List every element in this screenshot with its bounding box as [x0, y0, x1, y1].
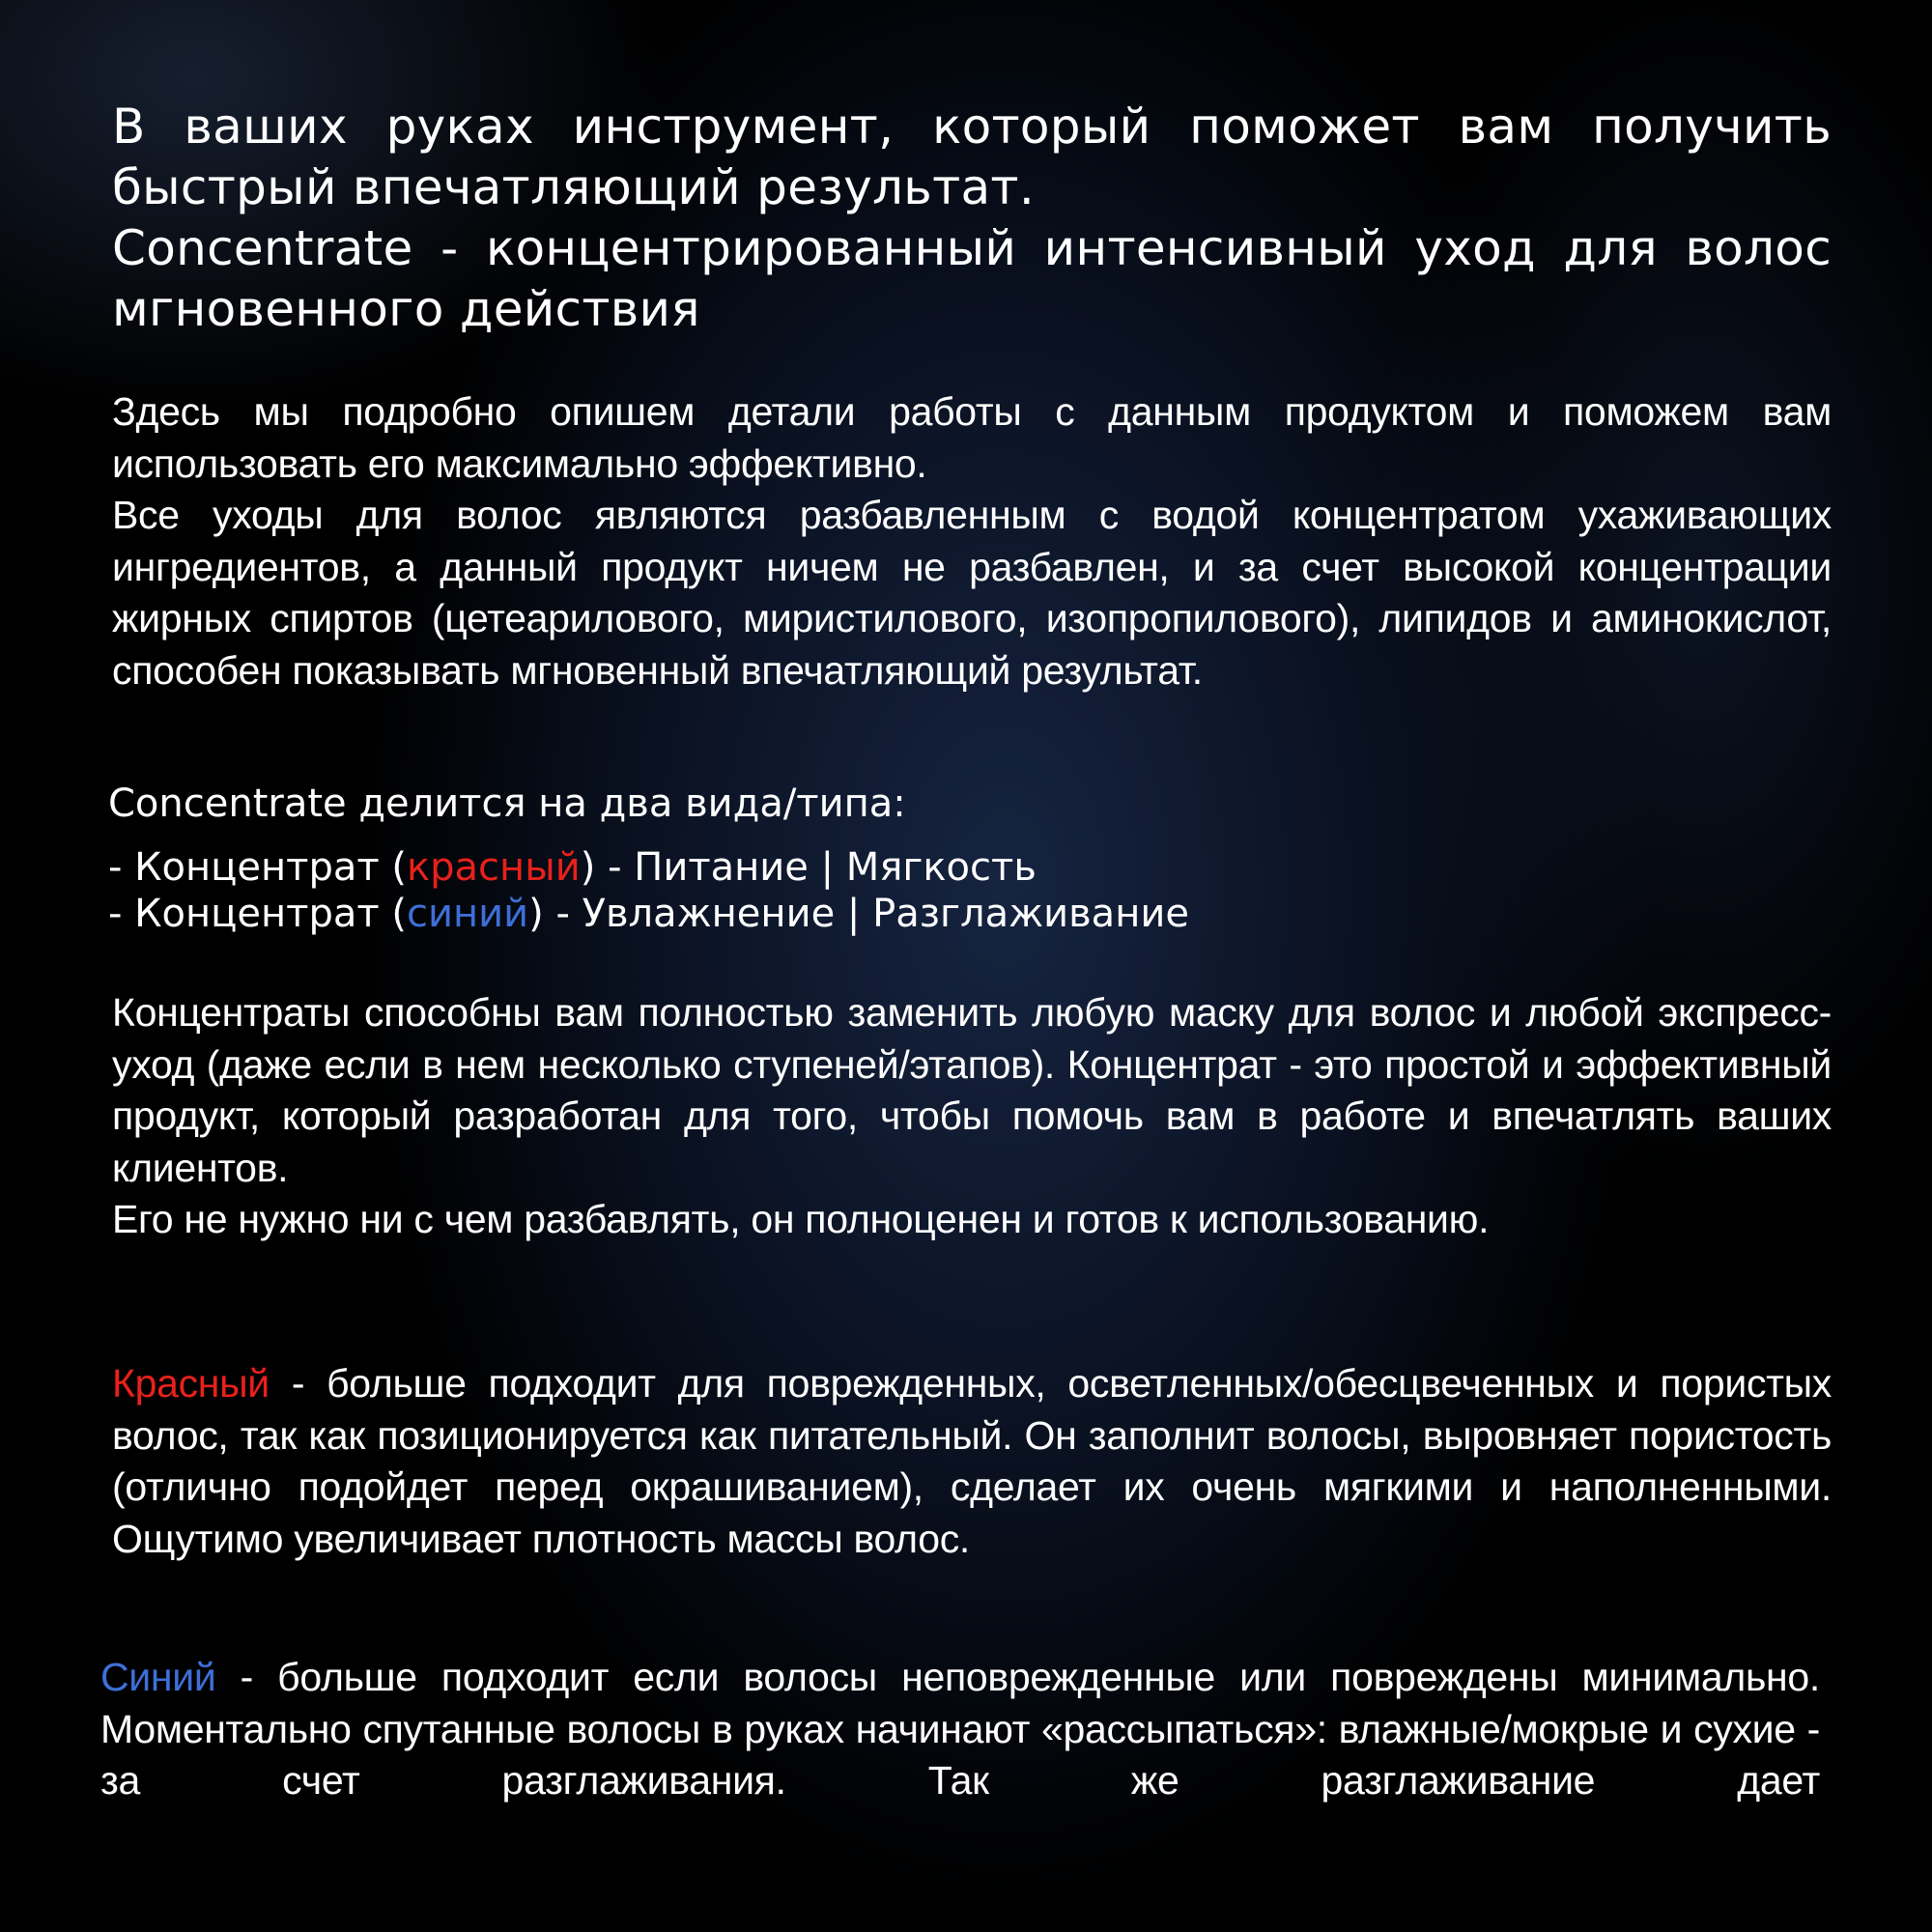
type-item-red: [108, 844, 1461, 891]
types-list: [108, 844, 1461, 937]
intro-line-1: В ваших руках инструмент, который поможет вам получить быстрый впечатляющий результат.: [112, 99, 1832, 215]
blue-description-text: - больше подходит если волосы неповрежденные или повреждены минимально. Моментально спутанные волосы в руках начинают «рассыпаться»: влажные/мокрые и сухие - за счет разглаживания. Так же разглаживание дает: [100, 1655, 1820, 1803]
blue-label: Синий: [100, 1655, 216, 1699]
type-item-suffix: ) - Увлажнение | Разглаживание: [528, 892, 1189, 936]
type-item-suffix: ) - Питание | Мягкость: [580, 845, 1037, 890]
replace-section: [112, 987, 1832, 1246]
details-paragraph-1: Здесь мы подробно опишем детали работы с данным продуктом и поможем вам использовать его максимально эффективно.: [112, 389, 1832, 486]
intro-section: [112, 97, 1832, 340]
blue-description: [100, 1652, 1820, 1807]
details-section: [112, 386, 1832, 696]
replace-paragraph-2: Его не нужно ни с чем разбавлять, он полноценен и готов к использованию.: [112, 1197, 1490, 1241]
red-description: [112, 1358, 1832, 1565]
red-label: Красный: [112, 1361, 270, 1406]
intro-line-2: Concentrate - концентрированный интенсивный уход для волос мгновенного действия: [112, 220, 1832, 337]
details-paragraph-2: Все уходы для волос являются разбавленным с водой концентратом ухаживающих ингредиентов, а данный продукт ничем не разбавлен, и за счет высокой концентрации жирных спиртов (цетеарилового, миристилового, изопропилового), липидов и аминокислот, способен показывать мгновенный впечатляющий результат.: [112, 493, 1832, 693]
type-color-word-blue: синий: [406, 892, 529, 936]
type-item-blue: [108, 891, 1461, 937]
type-color-word-red: красный: [406, 845, 581, 890]
red-description-text: - больше подходит для поврежденных, осветленных/обесцвеченных и пористых волос, так как позиционируется как питательный. Он заполнит волосы, выровняет пористость (отлично подойдет перед окрашиванием), сделает их очень мягкими и наполненными. Ощутимо увеличивает плотность массы волос.: [112, 1361, 1832, 1561]
replace-paragraph-1: Концентраты способны вам полностью заменить любую маску для волос и любой экспресс-уход (даже если в нем несколько ступеней/этапов). Концентрат - это простой и эффективный продукт, который разработан для того, чтобы помочь вам в работе и впечатлять ваших клиентов.: [112, 990, 1832, 1190]
type-item-prefix: - Концентрат (: [108, 892, 407, 936]
type-item-prefix: - Концентрат (: [108, 845, 407, 890]
types-heading: Concentrate делится на два вида/типа:: [108, 781, 906, 826]
